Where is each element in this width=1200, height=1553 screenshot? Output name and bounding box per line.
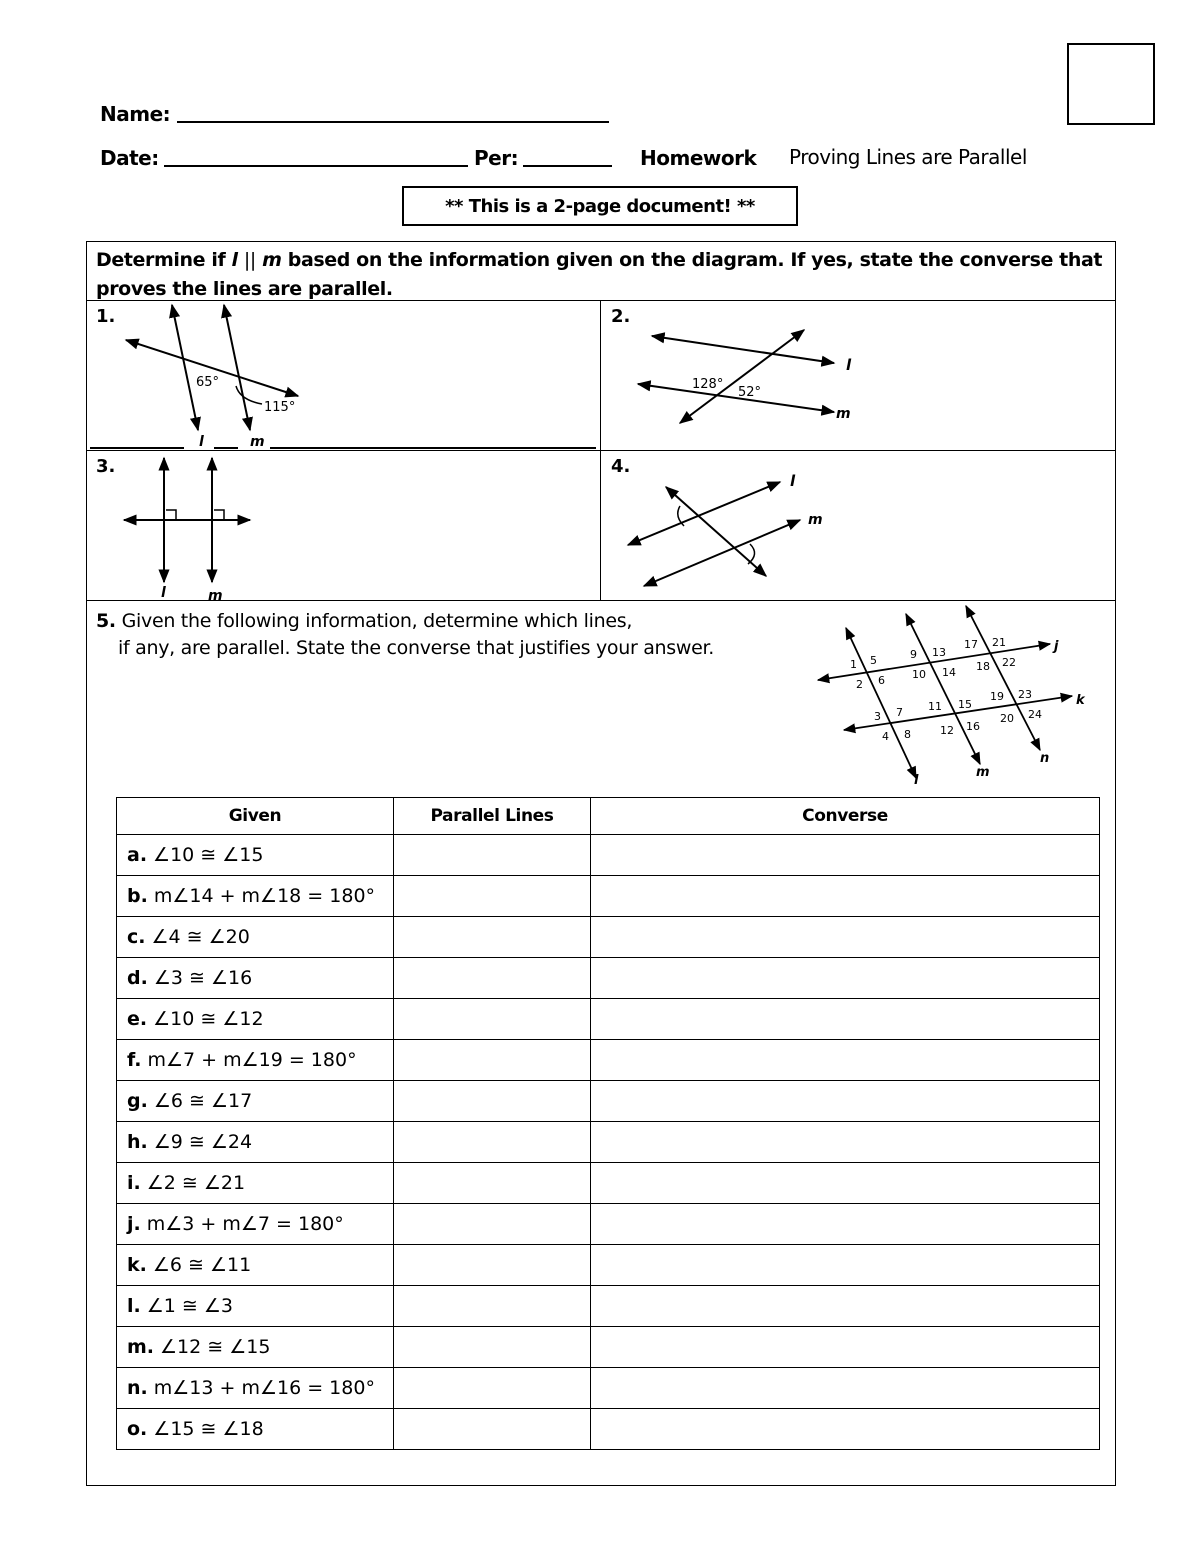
problem-2-number: 2. xyxy=(611,306,631,327)
given-cell xyxy=(117,917,394,958)
parallel-lines-answer[interactable] xyxy=(394,958,591,999)
given-cell xyxy=(117,1040,394,1081)
topic-title: Proving Lines are Parallel xyxy=(789,145,1027,169)
problem-1-diagram xyxy=(86,300,600,450)
angle-label: 8 xyxy=(904,728,911,741)
problem-1-number: 1. xyxy=(96,306,116,327)
row-letter: o. xyxy=(127,1418,148,1440)
table-row xyxy=(117,958,1100,999)
parallel-lines-answer[interactable] xyxy=(394,876,591,917)
given-cell xyxy=(117,1163,394,1204)
converse-answer[interactable] xyxy=(591,1081,1100,1122)
given-statement: ∠6 ≅ ∠11 xyxy=(152,1254,252,1276)
angle-label: 20 xyxy=(1000,712,1014,725)
row-letter: h. xyxy=(127,1131,148,1153)
table-row xyxy=(117,1163,1100,1204)
row-letter: c. xyxy=(127,926,146,948)
angle-label: 24 xyxy=(1028,708,1042,721)
given-cell xyxy=(117,1368,394,1409)
angle-label: 2 xyxy=(856,678,863,691)
table-row xyxy=(117,1368,1100,1409)
parallel-lines-answer[interactable] xyxy=(394,835,591,876)
date-field[interactable] xyxy=(164,165,468,167)
table-row xyxy=(117,1040,1100,1081)
given-statement: ∠9 ≅ ∠24 xyxy=(153,1131,253,1153)
given-statement: ∠2 ≅ ∠21 xyxy=(146,1172,246,1194)
angle-label: 23 xyxy=(1018,688,1032,701)
row-letter: b. xyxy=(127,885,148,907)
given-cell xyxy=(117,835,394,876)
line-label-m: m xyxy=(808,512,823,528)
instr-line-l: l xyxy=(231,249,238,271)
line-label-m: m xyxy=(836,406,851,422)
converse-answer[interactable] xyxy=(591,1327,1100,1368)
period-label: Per: xyxy=(474,146,519,170)
instructions xyxy=(96,246,1108,304)
problem-5-number: 5. xyxy=(96,610,116,632)
answer-table xyxy=(116,797,1100,1450)
problem-4-diagram xyxy=(600,450,1114,600)
parallel-lines-answer[interactable] xyxy=(394,1040,591,1081)
parallel-lines-answer[interactable] xyxy=(394,1286,591,1327)
table-row xyxy=(117,1409,1100,1450)
table-row xyxy=(117,917,1100,958)
angle-label: 15 xyxy=(958,698,972,711)
angle-label: 10 xyxy=(912,668,926,681)
row-letter: e. xyxy=(127,1008,148,1030)
converse-answer[interactable] xyxy=(591,1204,1100,1245)
problem-5-diagram xyxy=(810,600,1090,790)
angle-label: 9 xyxy=(910,648,917,661)
header-converse: Converse xyxy=(591,798,1100,835)
angle-label: 6 xyxy=(878,674,885,687)
problem-5-text xyxy=(96,608,816,662)
row-letter: a. xyxy=(127,844,148,866)
line-label-l: l xyxy=(914,773,919,788)
angle-label: 11 xyxy=(928,700,942,713)
converse-answer[interactable] xyxy=(591,1163,1100,1204)
converse-answer[interactable] xyxy=(591,1409,1100,1450)
line-label-m: m xyxy=(976,765,990,780)
header-parallel-lines: Parallel Lines xyxy=(394,798,591,835)
given-statement: m∠3 + m∠7 = 180° xyxy=(146,1213,344,1235)
angle-label: 7 xyxy=(896,706,903,719)
table-row xyxy=(117,876,1100,917)
date-label: Date: xyxy=(100,146,159,170)
parallel-lines-answer[interactable] xyxy=(394,1368,591,1409)
row-letter: l. xyxy=(127,1295,141,1317)
line-label-l: l xyxy=(161,585,166,600)
parallel-lines-answer[interactable] xyxy=(394,1204,591,1245)
converse-answer[interactable] xyxy=(591,876,1100,917)
angle-label: 21 xyxy=(992,636,1006,649)
angle-label: 16 xyxy=(966,720,980,733)
angle-label: 52° xyxy=(738,385,762,400)
converse-answer[interactable] xyxy=(591,1122,1100,1163)
given-cell xyxy=(117,1245,394,1286)
problem-5-line1: Given the following information, determine which lines, xyxy=(121,610,633,632)
row-letter: i. xyxy=(127,1172,141,1194)
row-letter: j. xyxy=(127,1213,141,1235)
given-cell xyxy=(117,999,394,1040)
row-letter: d. xyxy=(127,967,148,989)
converse-answer[interactable] xyxy=(591,1286,1100,1327)
line-label-j: j xyxy=(1054,639,1059,654)
row-letter: f. xyxy=(127,1049,142,1071)
homework-label: Homework xyxy=(640,146,757,170)
angle-label: 5 xyxy=(870,654,877,667)
line-label-l: l xyxy=(199,434,204,450)
angle-label: 22 xyxy=(1002,656,1016,669)
given-statement: ∠3 ≅ ∠16 xyxy=(153,967,253,989)
header-given: Given xyxy=(117,798,394,835)
given-cell xyxy=(117,1122,394,1163)
problem-5-line2: if any, are parallel. State the converse that justifies your answer. xyxy=(118,637,715,659)
given-cell xyxy=(117,1081,394,1122)
given-statement: m∠7 + m∠19 = 180° xyxy=(147,1049,357,1071)
parallel-lines-answer[interactable] xyxy=(394,1409,591,1450)
score-box xyxy=(1067,43,1155,125)
angle-label: 17 xyxy=(964,638,978,651)
angle-label: 3 xyxy=(874,710,881,723)
given-statement: ∠4 ≅ ∠20 xyxy=(151,926,250,948)
row-letter: g. xyxy=(127,1090,148,1112)
given-statement: m∠13 + m∠16 = 180° xyxy=(153,1377,375,1399)
problem-3-number: 3. xyxy=(96,456,116,477)
line-label-k: k xyxy=(1076,693,1085,708)
given-cell xyxy=(117,876,394,917)
row-letter: m. xyxy=(127,1336,155,1358)
table-row xyxy=(117,999,1100,1040)
problem-4-number: 4. xyxy=(611,456,631,477)
row-letter: n. xyxy=(127,1377,148,1399)
name-label: Name: xyxy=(100,102,171,126)
period-field[interactable] xyxy=(523,165,612,167)
angle-label: 18 xyxy=(976,660,990,673)
row-letter: k. xyxy=(127,1254,147,1276)
parallel-lines-answer[interactable] xyxy=(394,1122,591,1163)
given-statement: ∠6 ≅ ∠17 xyxy=(153,1090,253,1112)
angle-label: 19 xyxy=(990,690,1004,703)
converse-answer[interactable] xyxy=(591,958,1100,999)
angle-label: 115° xyxy=(264,400,296,415)
table-row xyxy=(117,1081,1100,1122)
line-label-m: m xyxy=(250,434,265,450)
given-cell xyxy=(117,1409,394,1450)
converse-answer[interactable] xyxy=(591,835,1100,876)
angle-label: 1 xyxy=(850,658,857,671)
parallel-lines-answer[interactable] xyxy=(394,1327,591,1368)
given-cell xyxy=(117,1327,394,1368)
parallel-lines-answer[interactable] xyxy=(394,1081,591,1122)
angle-label: 14 xyxy=(942,666,956,679)
parallel-lines-answer[interactable] xyxy=(394,917,591,958)
instr-text: Determine if xyxy=(96,249,226,271)
given-cell xyxy=(117,958,394,999)
line-label-m: m xyxy=(208,588,223,600)
converse-answer[interactable] xyxy=(591,1245,1100,1286)
given-statement: ∠1 ≅ ∠3 xyxy=(146,1295,233,1317)
table-row xyxy=(117,1122,1100,1163)
angle-label: 128° xyxy=(692,377,724,392)
converse-answer[interactable] xyxy=(591,917,1100,958)
parallel-symbol: || xyxy=(243,249,256,271)
given-statement: ∠10 ≅ ∠15 xyxy=(153,844,264,866)
given-statement: ∠12 ≅ ∠15 xyxy=(160,1336,271,1358)
given-cell xyxy=(117,1204,394,1245)
converse-answer[interactable] xyxy=(591,1368,1100,1409)
name-field[interactable] xyxy=(177,121,609,123)
angle-label: 13 xyxy=(932,646,946,659)
two-page-notice: ** This is a 2-page document! ** xyxy=(402,186,798,226)
line-label-l: l xyxy=(790,472,796,490)
parallel-lines-answer[interactable] xyxy=(394,999,591,1040)
instr-line-m: m xyxy=(262,249,282,271)
given-statement: m∠14 + m∠18 = 180° xyxy=(153,885,376,907)
given-cell xyxy=(117,1286,394,1327)
angle-label: 4 xyxy=(882,730,889,743)
parallel-lines-answer[interactable] xyxy=(394,1163,591,1204)
problem-3-diagram xyxy=(86,450,600,600)
table-row xyxy=(117,1286,1100,1327)
angle-label: 12 xyxy=(940,724,954,737)
angle-label: 65° xyxy=(196,375,220,390)
table-row xyxy=(117,1327,1100,1368)
problem-2-diagram xyxy=(600,300,1114,450)
given-statement: ∠10 ≅ ∠12 xyxy=(153,1008,264,1030)
converse-answer[interactable] xyxy=(591,999,1100,1040)
given-statement: ∠15 ≅ ∠18 xyxy=(153,1418,264,1440)
line-label-n: n xyxy=(1040,751,1050,766)
parallel-lines-answer[interactable] xyxy=(394,1245,591,1286)
table-row xyxy=(117,1204,1100,1245)
table-row xyxy=(117,835,1100,876)
instr-text-rest: based on the information given on the diagram. If yes, state the converse that proves the lines are parallel. xyxy=(96,249,1103,300)
converse-answer[interactable] xyxy=(591,1040,1100,1081)
table-row xyxy=(117,1245,1100,1286)
line-label-l: l xyxy=(846,356,852,374)
